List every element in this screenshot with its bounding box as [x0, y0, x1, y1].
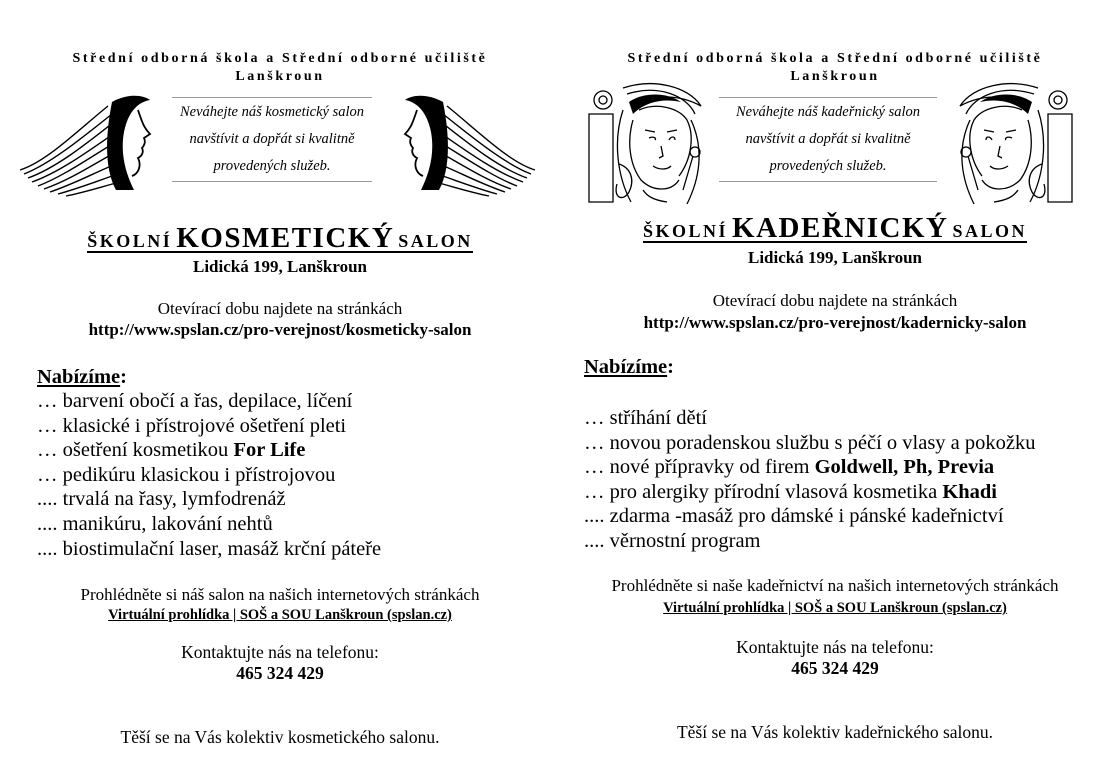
offer-heading: Nabízíme:: [37, 366, 127, 388]
offer-item: … stříhání dětí: [584, 407, 707, 429]
woman-profile-left-icon: [16, 92, 161, 200]
virtual-tour-text: Prohlédněte si náš salon na našich internetových stránkách: [80, 585, 480, 604]
salon-title: ŠKOLNÍ KADEŘNICKÝ SALON: [643, 212, 1027, 244]
hair-salon-flyer: [565, 0, 1105, 759]
address: Lidická 199, Lanškroun: [747, 248, 922, 267]
virtual-tour-link[interactable]: Virtuální prohlídka | SOŠ a SOU Lanškroun (spslan.cz): [663, 600, 1007, 616]
school-name: Střední odborná škola a Střední odborné učiliště Lanškroun: [72, 51, 488, 84]
offer-item: .... věrnostní program: [584, 529, 761, 552]
offer-item: … klasické i přístrojové ošetření pleti: [37, 414, 347, 437]
virtual-tour-link[interactable]: Virtuální prohlídka | SOŠ a SOU Lanškroun (spslan.cz): [108, 607, 452, 623]
offer-item: .... trvalá na řasy, lymfodrenáž: [37, 488, 286, 511]
opening-hours-text: Otevírací dobu najdete na stránkách: [157, 299, 403, 318]
offer-item: … nové přípravky od firem Goldwell, Ph, Previa: [584, 456, 995, 479]
opening-hours-link[interactable]: http://www.spslan.cz/pro-verejnost/kosmeticky-salon: [88, 320, 472, 339]
cosmetic-salon-flyer: [10, 0, 550, 759]
virtual-tour-text: Prohlédněte si naše kadeřnictví na našich internetových stránkách: [611, 576, 1059, 595]
closing-text: Těší se na Vás kolektiv kosmetického salonu.: [120, 727, 440, 747]
offer-list: [584, 406, 1036, 554]
closing-text: Těší se na Vás kolektiv kadeřnického salonu.: [676, 722, 994, 742]
phone-number: 465 324 429: [236, 663, 324, 683]
opening-hours-link[interactable]: http://www.spslan.cz/pro-verejnost/kadernicky-salon: [643, 313, 1027, 332]
offer-item: .... manikúru, lakování nehtů: [37, 512, 273, 535]
salon-title: ŠKOLNÍ KOSMETICKÝ SALON: [87, 222, 473, 254]
offer-item: … ošetření kosmetikou For Life: [37, 439, 306, 462]
offer-item: .... zdarma -masáž pro dámské i pánské kadeřnictví: [584, 505, 1004, 528]
offer-item: … pro alergiky přírodní vlasová kosmetika Khadi: [584, 480, 998, 503]
intro-text: Neváhejte náš kadeřnický salon navštívit a dopřát si kvalitně provedených služeb.: [719, 97, 937, 182]
hairdresser-woman-right-icon: [953, 80, 1078, 208]
offer-list: [37, 389, 381, 561]
offer-item: … barvení obočí a řas, depilace, líčení: [37, 390, 353, 412]
offer-heading: Nabízíme:: [584, 356, 674, 378]
phone-number: 465 324 429: [791, 658, 879, 678]
contact-text: Kontaktujte nás na telefonu:: [181, 642, 379, 662]
offer-item: … pedikúru klasickou i přístrojovou: [37, 463, 336, 486]
intro-text: Neváhejte náš kosmetický salon navštívit a dopřát si kvalitně provedených služeb.: [172, 97, 372, 182]
opening-hours-text: Otevírací dobu najdete na stránkách: [712, 291, 958, 310]
address: Lidická 199, Lanškroun: [192, 257, 367, 276]
woman-profile-right-icon: [394, 92, 539, 200]
contact-text: Kontaktujte nás na telefonu:: [736, 637, 934, 657]
offer-item: … novou poradenskou službu s péčí o vlasy a pokožku: [584, 431, 1036, 454]
school-name: Střední odborná škola a Střední odborné učiliště Lanškroun: [627, 51, 1043, 84]
offer-item: .... biostimulační laser, masáž krční páteře: [37, 537, 382, 560]
hairdresser-woman-left-icon: [583, 80, 708, 208]
